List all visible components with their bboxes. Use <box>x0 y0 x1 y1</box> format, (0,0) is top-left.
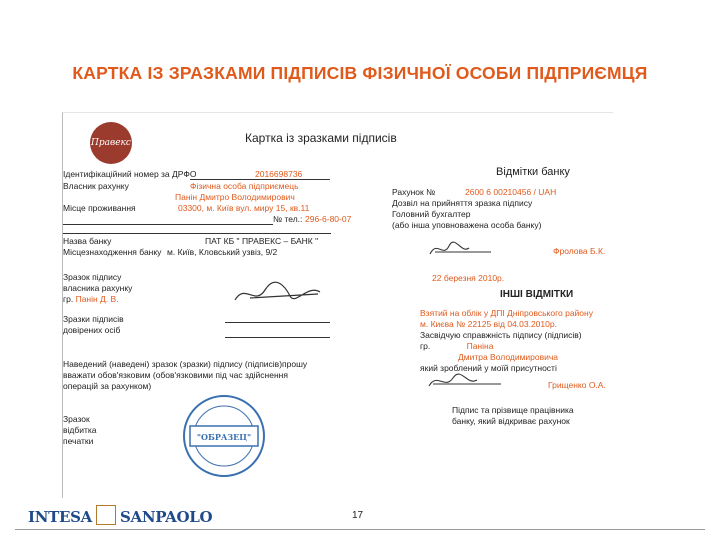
intesa-sanpaolo-logo <box>28 505 212 526</box>
registration-date: 22 березня 2010р. <box>432 273 505 283</box>
seal-label-1: Зразок <box>63 414 90 424</box>
owner-sample-name: Панін Д. В. <box>75 294 119 304</box>
tax-registration-1: Взятий на облік у ДПІ Дніпровського району <box>420 308 593 318</box>
footnote-line-2: банку, який відкриває рахунок <box>452 416 570 426</box>
accountant-signature <box>425 236 495 262</box>
residence-value: 03300, м. Київ вул. миру 15, кв.11 <box>178 203 310 213</box>
bank-location-label: Місцезнаходження банку <box>63 247 162 257</box>
id-value: 2016698736 <box>255 169 303 179</box>
brand-emblem-icon <box>96 505 116 525</box>
verification-line-4: який зроблений у моїй присутності <box>420 363 557 373</box>
bank-location-value: м. Київ, Кловський узвіз, 9/2 <box>167 247 278 257</box>
accountant-name: Фролова Б.К. <box>553 246 606 256</box>
tax-registration-2: м. Києва № 22125 від 04.03.2010р. <box>420 319 557 329</box>
notary-name: Грищенко О.А. <box>548 380 606 390</box>
verification-prefix: гр. <box>420 341 431 351</box>
account-owner-value-1: Фізична особа підприємець <box>190 181 299 191</box>
declaration-line-2: вважати обов'язковим (обов'язковими під час здійснення <box>63 370 288 380</box>
other-marks-heading: ІНШІ ВІДМІТКИ <box>500 289 574 300</box>
bank-logo <box>90 122 132 164</box>
trusted-sample-label-2: довірених осіб <box>63 325 121 335</box>
stamp-seal <box>180 392 268 480</box>
trusted-line-1 <box>225 322 330 323</box>
permission-text: Дозвіл на прийняття зразка підпису <box>392 198 533 208</box>
owner-signature <box>230 278 330 308</box>
verification-line-1: Засвідчую справжність підпису (підписів) <box>420 330 582 340</box>
brand-left: INTESA <box>28 508 92 526</box>
account-owner-value-2: Панін Дмитро Володимирович <box>175 192 295 202</box>
phone-label: № тел.: <box>273 214 303 224</box>
owner-sample-label-2: власника рахунку <box>63 283 133 293</box>
declaration-line-1: Наведений (наведені) зразок (зразки) підпису (підписів)прошу <box>63 359 308 369</box>
page-number: 17 <box>352 510 364 521</box>
footer-rule <box>15 529 705 530</box>
bank-name-value: ПАТ КБ " ПРАВЕКС – БАНК " <box>205 236 319 246</box>
brand-right: SANPAOLO <box>120 508 213 526</box>
account-owner-label: Власник рахунку <box>63 181 129 191</box>
stamp-text: "ОБРАЗЕЦ" <box>196 432 252 442</box>
owner-sample-label-1: Зразок підпису <box>63 272 122 282</box>
declaration-line-3: операцій за рахунком) <box>63 381 152 391</box>
page-title: КАРТКА ІЗ ЗРАЗКАМИ ПІДПИСІВ ФІЗИЧНОЇ ОСОБИ ПІДПРИЄМЦЯ <box>72 63 648 83</box>
owner-sample-prefix: гр. <box>63 294 74 304</box>
verification-line-3: Дмитра Володимировича <box>458 352 559 362</box>
id-label: Ідентифікаційний номер за ДРФО <box>63 169 197 179</box>
bank-name-label: Назва банку <box>63 236 112 246</box>
seal-label-3: печатки <box>63 436 94 446</box>
footnote-line-1: Підпис та прізвище працівника <box>452 405 574 415</box>
section-divider <box>63 233 331 234</box>
bank-marks-heading: Відмітки банку <box>496 166 570 178</box>
bank-logo-text: Правекс <box>91 138 131 148</box>
phone-value: 296-6-80-07 <box>305 214 352 224</box>
authorized-person-text: (або інша уповноважена особа банку) <box>392 220 542 230</box>
bank-account-value: 2600 6 00210456 / UAH <box>465 187 557 197</box>
chief-accountant-text: Головний бухгалтер <box>392 209 471 219</box>
bank-account-label: Рахунок № <box>392 187 436 197</box>
trusted-line-2 <box>225 337 330 338</box>
seal-label-2: відбитка <box>63 425 97 435</box>
card-heading: Картка із зразками підписів <box>245 131 397 145</box>
verification-name: Паніна <box>466 341 494 351</box>
notary-signature <box>425 370 505 394</box>
residence-label: Місце проживання <box>63 203 136 213</box>
trusted-sample-label-1: Зразки підписів <box>63 314 124 324</box>
id-underline <box>190 179 330 180</box>
residence-underline <box>63 224 273 225</box>
